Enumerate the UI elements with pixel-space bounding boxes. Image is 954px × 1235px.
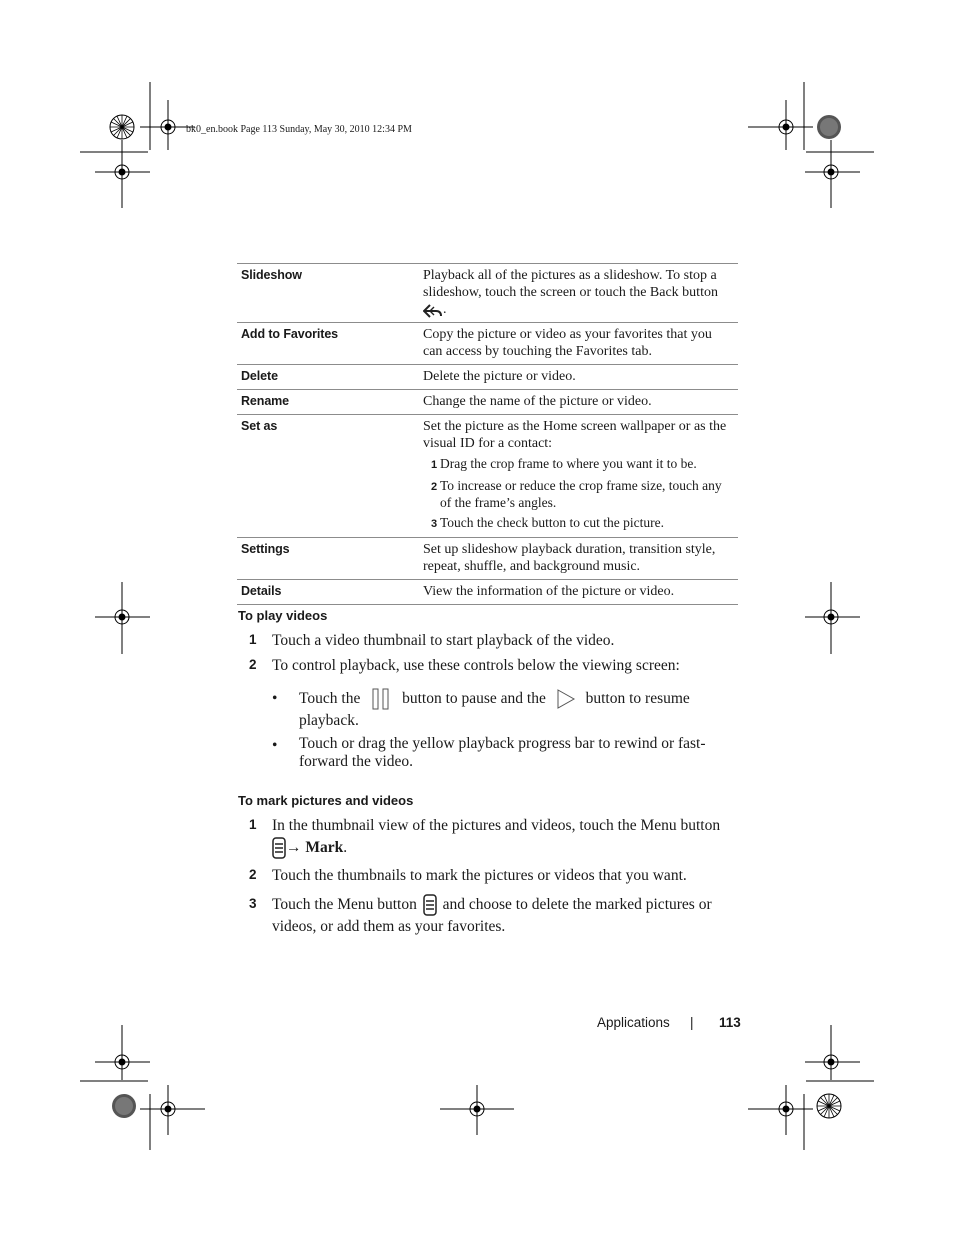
table-row <box>237 323 738 365</box>
sub-step-number: 3 <box>431 518 438 530</box>
bullet-text: Touch the <box>299 690 361 707</box>
option-description: Change the name of the picture or video. <box>419 390 738 415</box>
sub-step-number: 1 <box>431 459 438 471</box>
step-text-end: . <box>343 839 348 856</box>
step-number: 2 <box>249 867 257 882</box>
bullet-text: button to pause and the <box>402 690 546 707</box>
step-text: In the thumbnail view of the pictures and videos, touch the Menu button <box>272 817 721 834</box>
option-description: Delete the picture or video. <box>419 365 738 390</box>
step-text: To control playback, use these controls below the viewing screen: <box>272 657 680 674</box>
option-description: Playback all of the pictures as a slideshow. To stop a slideshow, touch the screen or touch the Back button <box>423 268 718 300</box>
arrow-glyph: → <box>286 839 302 856</box>
bullet-text: Touch or drag the yellow playback progress bar to rewind or fast-forward the video. <box>299 735 706 770</box>
sub-step-text: To increase or reduce the crop frame size, touch any of the frame’s angles. <box>440 478 722 510</box>
print-header-stamp: bk0_en.book Page 113 Sunday, May 30, 2010 12:34 PM <box>186 124 412 135</box>
option-name: Slideshow <box>237 264 419 323</box>
option-description: Set the picture as the Home screen wallpaper or as the visual ID for a contact: <box>423 419 727 451</box>
play-bullet-2 <box>272 735 712 771</box>
option-description: Copy the picture or video as your favorites that you can access by touching the Favorites tab. <box>419 323 738 365</box>
step-text: Touch the thumbnails to mark the pictures or videos that you want. <box>272 867 687 884</box>
step-number: 1 <box>249 632 257 647</box>
option-description-trail: . <box>443 302 447 317</box>
bullet-dot: • <box>272 690 278 707</box>
step-text: Touch the Menu button <box>272 896 417 913</box>
sub-step-text: Touch the check button to cut the picture. <box>440 515 664 530</box>
section-heading-play-videos: To play videos <box>238 608 328 623</box>
option-name: Details <box>237 580 419 605</box>
option-name: Delete <box>237 365 419 390</box>
step-number: 2 <box>249 657 257 672</box>
play-bullet-1 <box>272 688 712 732</box>
table-row <box>237 580 738 605</box>
footer-section: Applications <box>597 1015 670 1030</box>
back-arrow-icon <box>423 304 443 318</box>
table-row <box>237 415 738 538</box>
step-number: 3 <box>249 896 257 911</box>
section-heading-mark: To mark pictures and videos <box>238 793 414 808</box>
mark-step-1 <box>249 815 739 859</box>
sub-step-number: 2 <box>431 481 438 493</box>
menu-option-mark: Mark <box>305 839 344 856</box>
play-icon <box>554 688 578 710</box>
menu-button-icon <box>423 894 437 916</box>
table-row <box>237 264 738 323</box>
bullet-dot: • <box>272 737 278 754</box>
option-description: View the information of the picture or video. <box>419 580 738 605</box>
gallery-options-table <box>237 263 738 605</box>
step-number: 1 <box>249 817 257 832</box>
step-text: Touch a video thumbnail to start playback of the video. <box>272 632 615 649</box>
option-name: Rename <box>237 390 419 415</box>
footer-separator: | <box>690 1015 694 1030</box>
option-description: Set up slideshow playback duration, transition style, repeat, shuffle, and background music. <box>419 538 738 580</box>
bullet-text: button to resume playback. <box>299 690 690 730</box>
page-number: 113 <box>719 1015 741 1030</box>
play-step-2 <box>249 655 739 677</box>
option-name: Set as <box>237 415 419 538</box>
step-text: and choose to delete the marked pictures or videos, or add them as your favorites. <box>272 896 712 936</box>
table-row <box>237 538 738 580</box>
table-row <box>237 365 738 390</box>
option-name: Settings <box>237 538 419 580</box>
pause-icon <box>368 688 394 710</box>
sub-step <box>423 477 732 511</box>
sub-step <box>423 455 732 474</box>
mark-step-3 <box>249 894 739 938</box>
option-name: Add to Favorites <box>237 323 419 365</box>
mark-step-2 <box>249 865 739 887</box>
sub-step <box>423 514 732 533</box>
table-row <box>237 390 738 415</box>
play-step-1 <box>249 630 739 652</box>
sub-step-text: Drag the crop frame to where you want it to be. <box>440 456 697 471</box>
menu-button-icon <box>272 837 286 859</box>
